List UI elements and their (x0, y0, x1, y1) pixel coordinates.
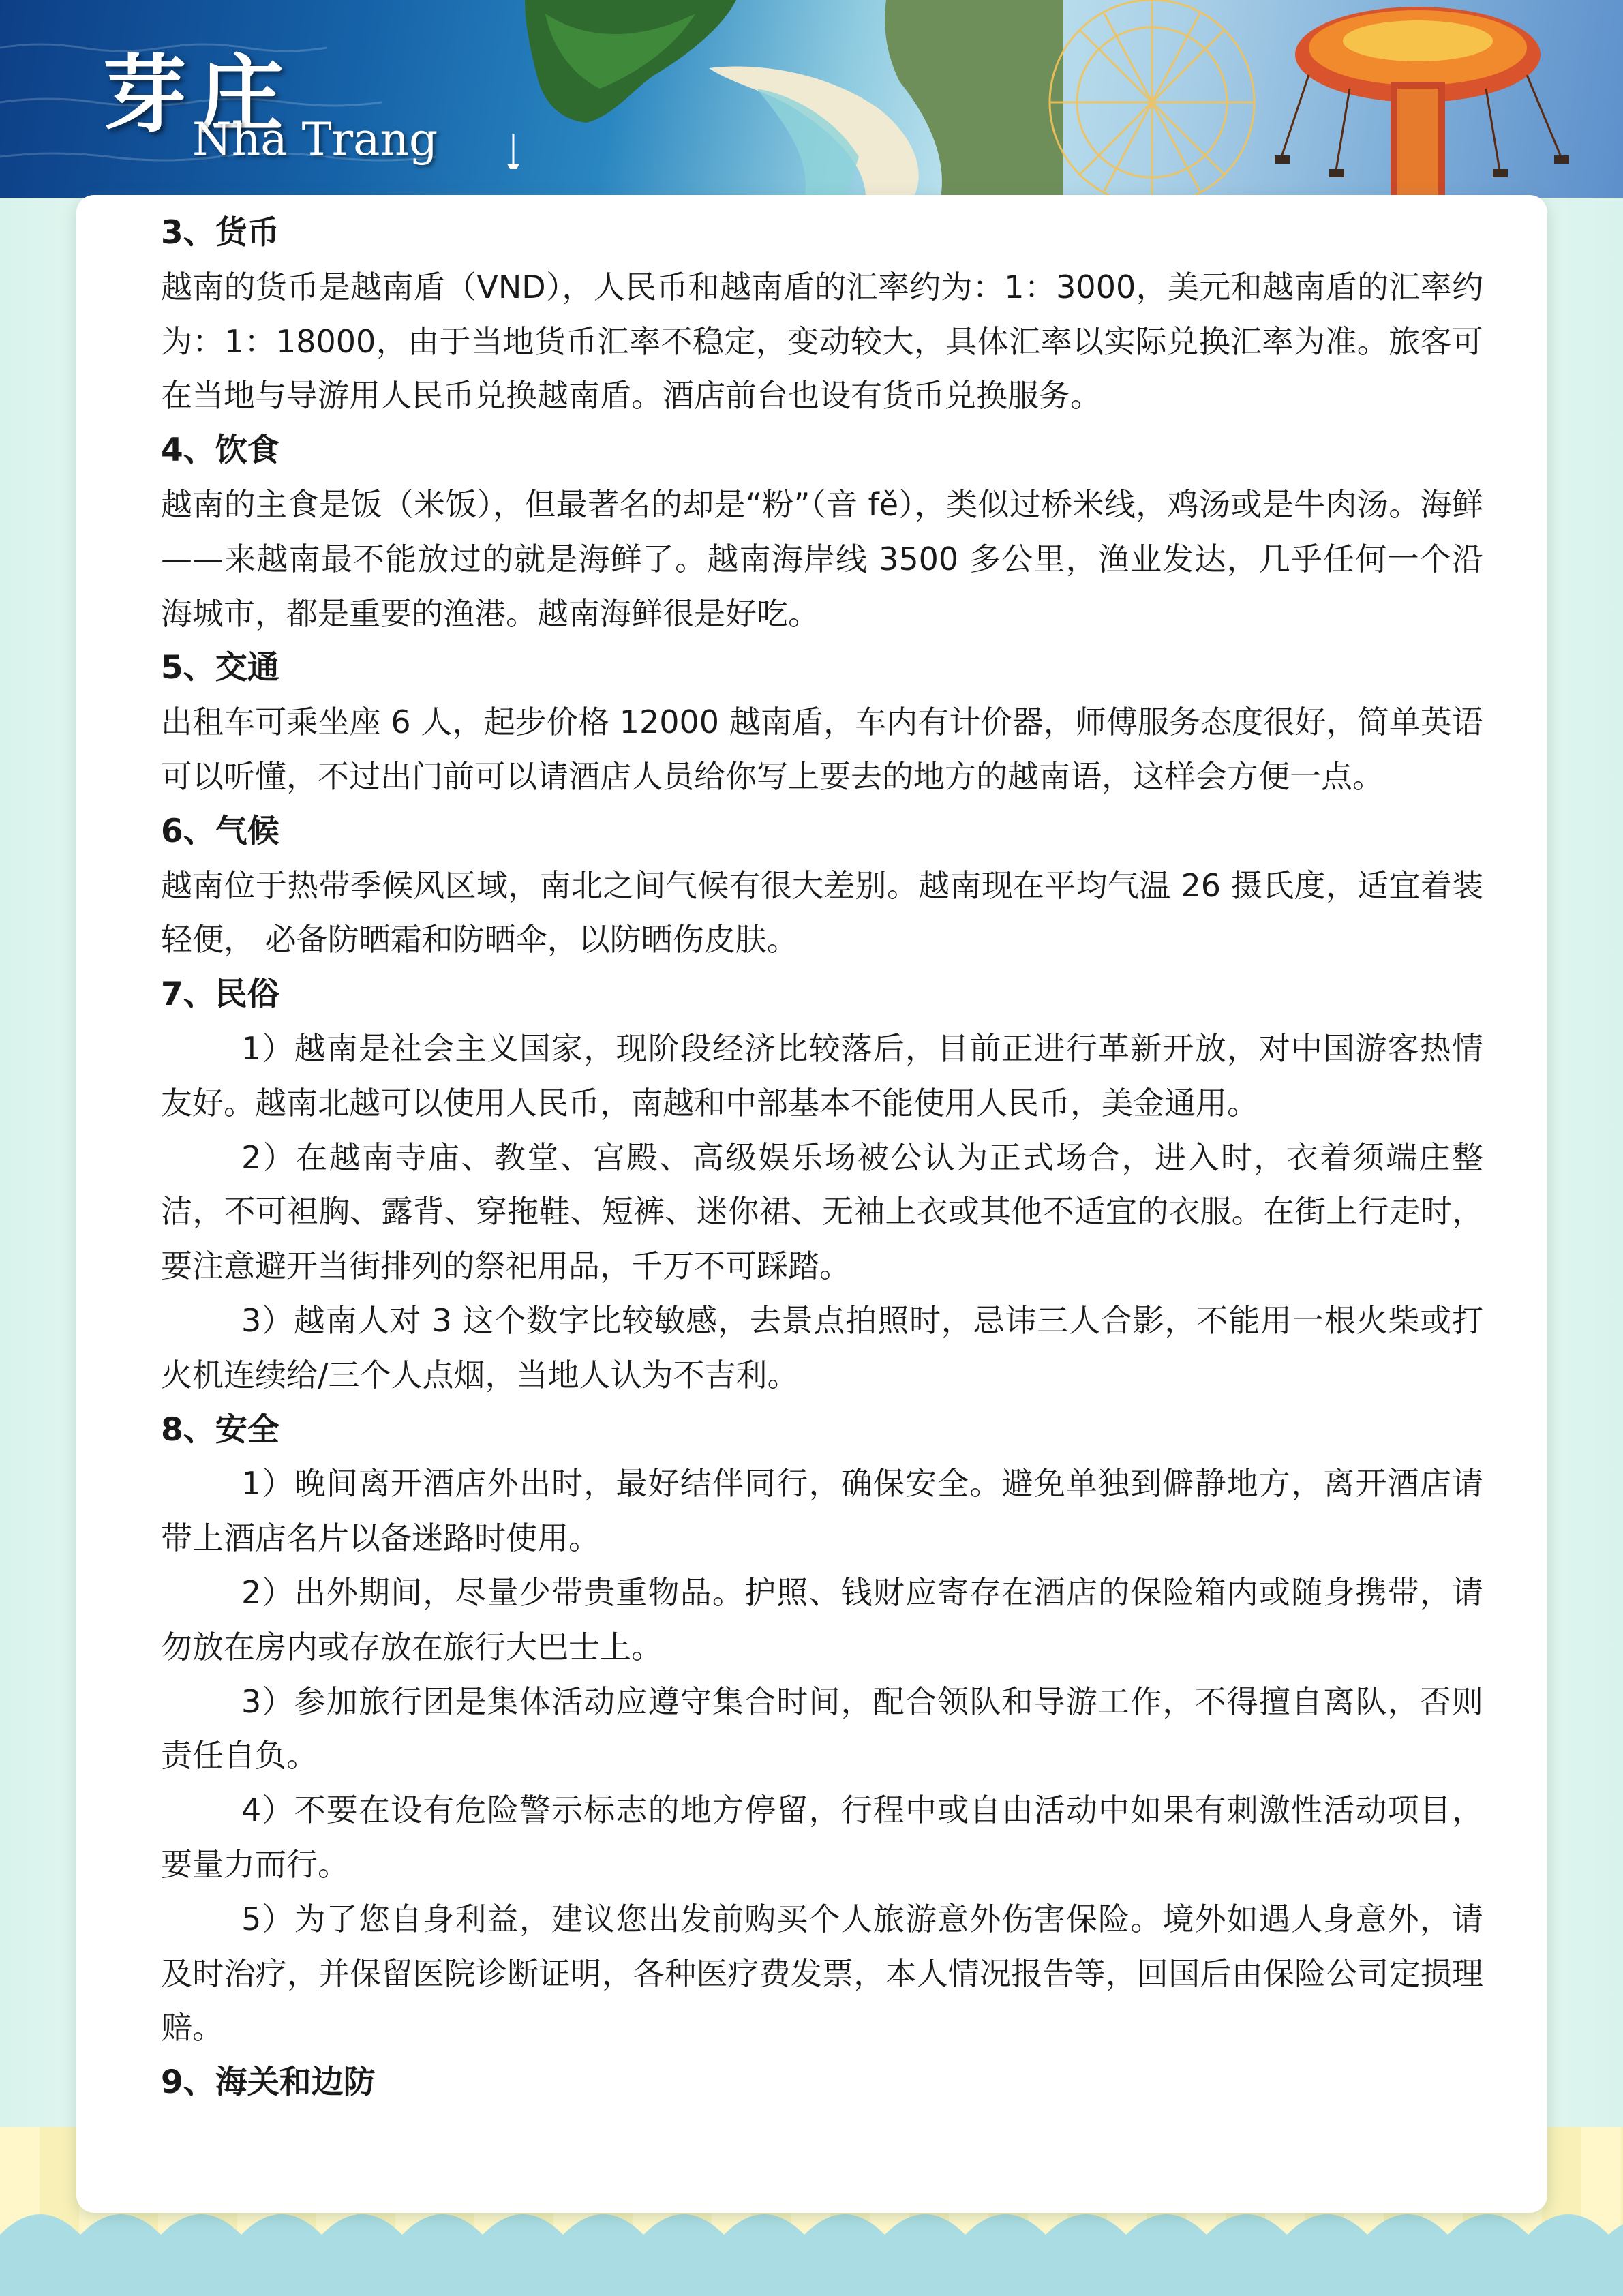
safety-item: 1）晚间离开酒店外出时，最好结伴同行，确保安全。避免单独到僻静地方，离开酒店请带上酒店名片以备迷路时使用。 (161, 1465, 1483, 1557)
section-text-food: 越南的主食是饭（米饭），但最著名的却是“粉”（音 fě），类似过桥米线，鸡汤或是牛肉汤。海鲜——来越南最不能放过的就是海鲜了。越南海岸线 3500 多公里，渔业发达，几乎任何一个沿海城市，都是重要的渔港。越南海鲜很是好吃。 (161, 485, 1483, 632)
safety-item: 3）参加旅行团是集体活动应遵守集合时间，配合领队和导游工作，不得擅自离队，否则责任自负。 (161, 1682, 1483, 1774)
customs-item: 3）越南人对 3 这个数字比较敏感，去景点拍照时，忌讳三人合影，不能用一根火柴或打火机连续给/三个人点烟，当地人认为不吉利。 (161, 1301, 1483, 1393)
section-heading-customs-border: 9、海关和边防 (161, 2064, 376, 2102)
section-text-transport: 出租车可乘坐座 6 人，起步价格 12000 越南盾，车内有计价器，师傅服务态度很好，简单英语可以听懂，不过出门前可以请酒店人员给你写上要去的地方的越南语，这样会方便一点。 (161, 704, 1483, 795)
header-banner (0, 0, 1623, 198)
section-text-currency: 越南的货币是越南盾（VND），人民币和越南盾的汇率约为：1：3000，美元和越南盾的汇率约为：1：18000，由于当地货币汇率不稳定，变动较大，具体汇率以实际兑换汇率为准。旅客可在当地与导游用人民币兑换越南盾。酒店前台也设有货币兑换服务。 (161, 268, 1483, 414)
customs-item: 2）在越南寺庙、教堂、宫殿、高级娱乐场被公认为正式场合，进入时，衣着须端庄整洁，不可袒胸、露背、穿拖鞋、短裤、迷你裙、无袖上衣或其他不适宜的衣服。在街上行走时，要注意避开当街排列的祭祀用品，千万不可踩踏。 (161, 1138, 1483, 1285)
section-heading-climate: 6、气候 (161, 812, 279, 850)
safety-item: 2）出外期间，尽量少带贵重物品。护照、钱财应寄存在酒店的保险箱内或随身携带，请勿放在房内或存放在旅行大巴士上。 (161, 1573, 1483, 1665)
page-subtitle: Nha Trang (192, 113, 438, 166)
section-heading-safety: 8、安全 (161, 1410, 279, 1449)
section-heading-currency: 3、货币 (161, 214, 279, 252)
safety-item: 4）不要在设有危险警示标志的地方停留，行程中或自由活动中如果有刺激性活动项目，要量力而行。 (161, 1792, 1483, 1883)
customs-item: 1）越南是社会主义国家，现阶段经济比较落后，目前正进行革新开放，对中国游客热情友好。越南北越可以使用人民币，南越和中部基本不能使用人民币，美金通用。 (161, 1029, 1483, 1121)
safety-item: 5）为了您自身利益，建议您出发前购买个人旅游意外伤害保险。境外如遇人身意外，请及时治疗，并保留医院诊断证明，各种医疗费发票，本人情况报告等，回国后由保险公司定损理赔。 (161, 1900, 1483, 2046)
page-title: 芽庄 (102, 46, 297, 145)
section-heading-customs: 7、民俗 (161, 976, 279, 1014)
section-heading-food: 4、饮食 (161, 432, 279, 470)
section-heading-transport: 5、交通 (161, 649, 279, 687)
document-body (161, 206, 1483, 2110)
section-text-climate: 越南位于热带季候风区域，南北之间气候有很大差别。越南现在平均气温 26 摄氏度，适宜着装轻便， 必备防晒霜和防晒伞，以防晒伤皮肤。 (161, 866, 1483, 958)
